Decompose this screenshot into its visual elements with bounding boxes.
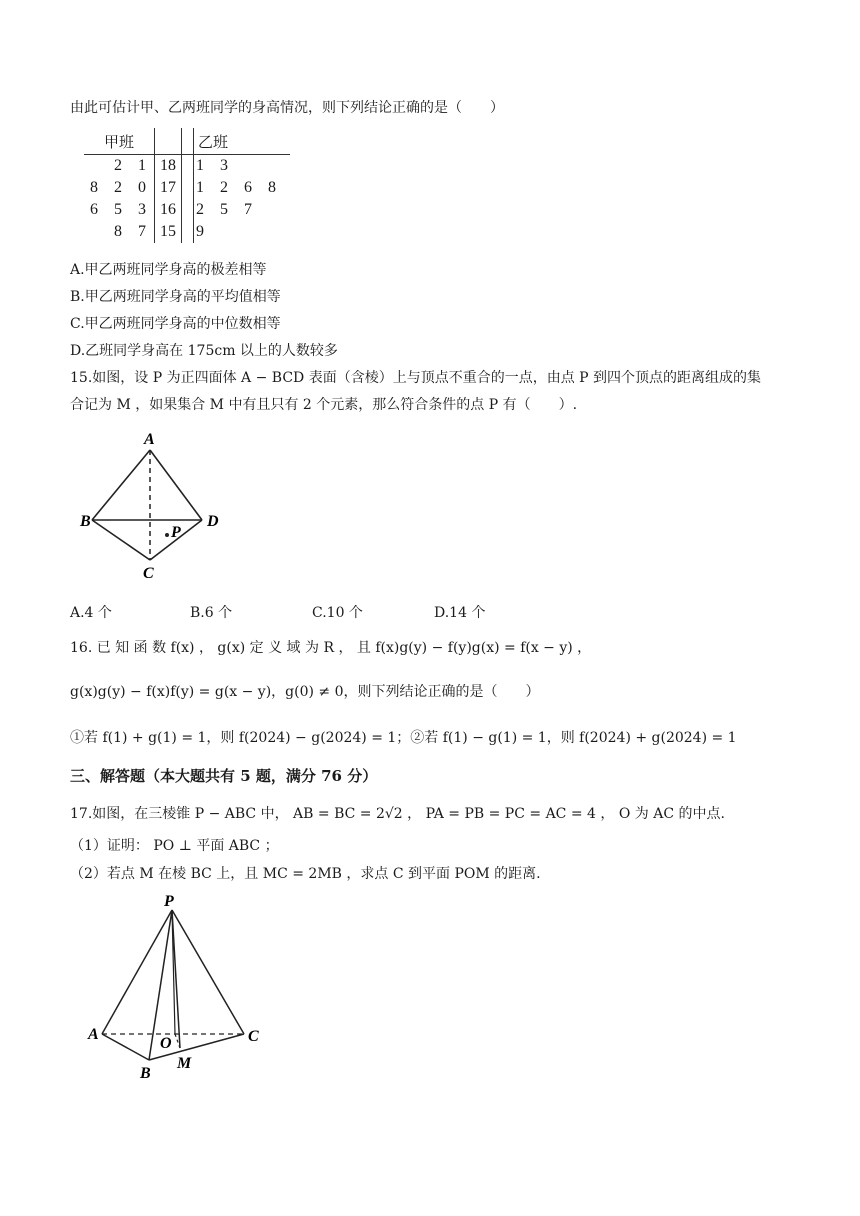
label-a: A [88,1026,99,1043]
q16-line2: g(x)g(y) − f(x)f(y) = g(x − y)，g(0) ≠ 0，则下列结论正确的是（ ） [70,684,540,700]
q15-option-a: A.4 个 [70,605,112,621]
label-c: C [248,1028,259,1045]
stem: 16 [155,199,182,221]
label-o: O [160,1035,172,1052]
q16-line1: 16. 已 知 函 数 f(x) ， g(x) 定 义 域 为 R ， 且 f(x)g(y) − f(y)g(x) = f(x − y) ， [70,640,592,656]
q15-line2: 合记为 M ，如果集合 M 中有且只有 2 个元素，那么符合条件的点 P 有（ ）. [70,397,578,413]
right-leaves: 1 3 [196,157,234,174]
q17-part1: （1）证明： PO ⊥ 平面 ABC ； [70,838,279,854]
q17-part2: （2）若点 M 在棱 BC 上，且 MC = 2MB ，求点 C 到平面 POM 的距离. [70,866,541,882]
left-leaves: 2 1 [114,157,152,174]
right-leaves: 1 2 6 8 [196,179,282,196]
left-leaves: 8 7 [114,223,152,240]
q17-line1: 17.如图，在三棱锥 P − ABC 中， AB = BC = 2√2 ， PA = PB = PC = AC = 4 ， O 为 AC 的中点. [70,806,725,822]
label-c: C [143,565,154,582]
table-header-class-a: 甲班 [84,128,155,155]
tetrahedron-figure [70,422,250,587]
label-m: M [177,1055,192,1072]
q14-option-d: D.乙班同学身高在 175cm 以上的人数较多 [70,343,338,359]
q14-option-b: B.甲乙两班同学身高的平均值相等 [70,289,281,305]
label-d: D [207,513,219,530]
stem: 15 [155,221,182,243]
q15-option-b: B.6 个 [190,605,233,621]
table-row [84,177,290,199]
table-row [84,221,290,243]
label-a: A [144,431,155,448]
q15-line1: 15.如图，设 P 为正四面体 A − BCD 表面（含棱）上与顶点不重合的一点，由点 P 到四个顶点的距离组成的集 [70,370,762,386]
stem: 18 [155,155,182,178]
stem-leaf-table [84,128,290,243]
q15-option-d: D.14 个 [434,605,486,621]
right-leaves: 2 5 7 [196,201,258,218]
left-leaves: 6 5 3 [90,201,152,218]
label-p: P [171,524,181,541]
pyramid-figure [80,888,280,1088]
section-title: 三、解答题（本大题共有 5 题，满分 76 分） [70,767,378,785]
q14-option-c: C.甲乙两班同学身高的中位数相等 [70,316,281,332]
left-leaves: 8 2 0 [90,179,152,196]
q15-option-c: C.10 个 [312,605,363,621]
table-row [84,199,290,221]
q16-line3: ①若 f(1) + g(1) = 1，则 f(2024) − g(2024) = 1；②若 f(1) − g(1) = 1，则 f(2024) + g(2024) = 1 [70,730,737,746]
q14-option-a: A.甲乙两班同学身高的极差相等 [70,262,267,278]
label-b: B [80,513,91,530]
table-header-stem [155,128,182,155]
table-header-class-b: 乙班 [194,128,291,155]
label-b: B [140,1065,151,1082]
q14-intro: 由此可估计甲、乙两班同学的身高情况，则下列结论正确的是（ ） [70,100,504,116]
table-row [84,155,290,178]
right-leaves: 9 [196,223,210,240]
stem: 17 [155,177,182,199]
label-p: P [164,893,174,910]
